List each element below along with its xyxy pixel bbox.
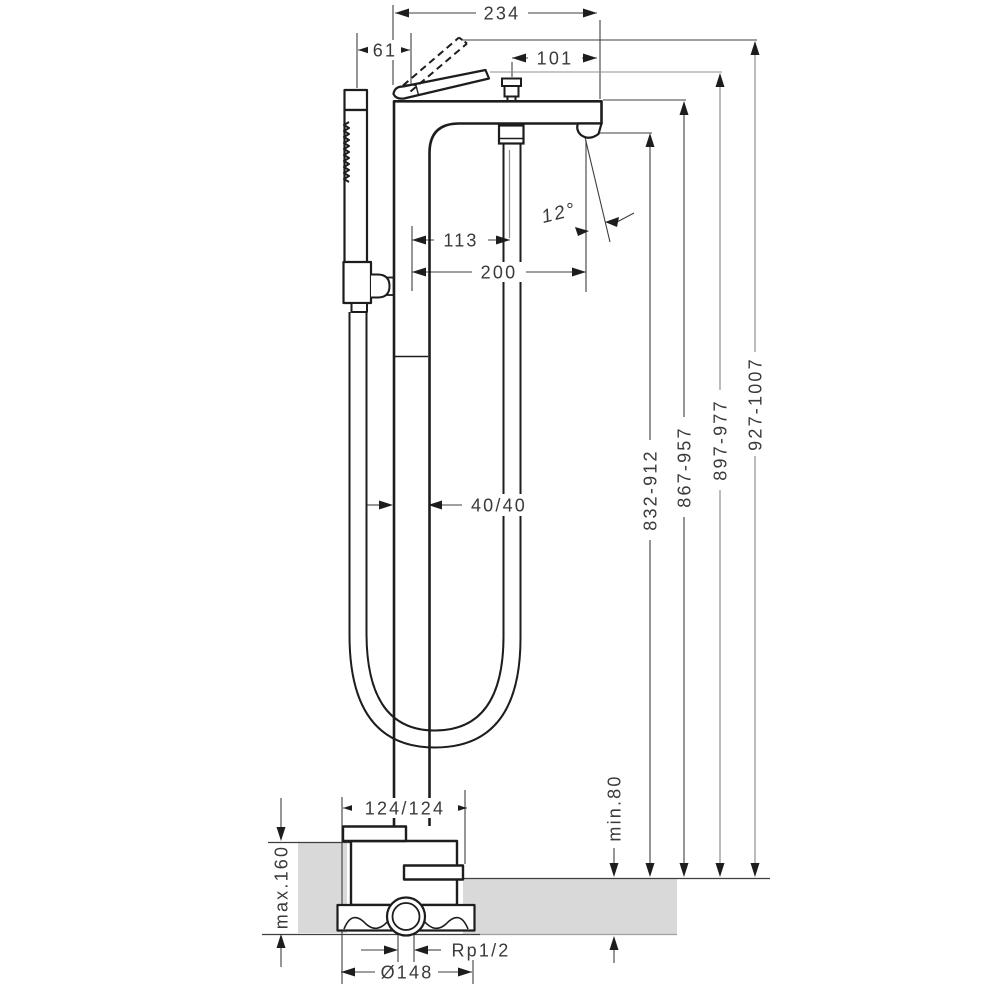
installation-base <box>338 827 475 936</box>
dim-897-977-label: 897-977 <box>710 399 731 481</box>
spout <box>577 124 601 138</box>
dim-max-160-label: max.160 <box>271 844 292 930</box>
dim-101-label: 101 <box>536 48 574 69</box>
dim-927-1007-label: 927-1007 <box>745 357 766 451</box>
angle-12-label: 12° <box>539 199 579 228</box>
dim-40-40-label: 40/40 <box>470 495 528 516</box>
dim-867-957-label: 867-957 <box>674 426 695 508</box>
dim-148-label: Ø148 <box>380 962 434 983</box>
dim-rp12-label: Rp1/2 <box>451 940 511 961</box>
base-flange-right <box>404 866 463 880</box>
base-flange-left <box>343 827 406 842</box>
dim-113-label: 113 <box>443 230 479 251</box>
hand-shower <box>344 90 372 312</box>
shower-holder-arm <box>371 275 394 298</box>
diverter-knob <box>502 79 521 102</box>
lever-handle <box>394 70 490 99</box>
dim-min-80-label: min.80 <box>604 774 625 842</box>
dim-200-label: 200 <box>480 262 518 283</box>
dim-124-124-label: 124/124 <box>364 798 446 819</box>
dim-832-912-label: 832-912 <box>640 449 661 531</box>
pipe-connection-inner <box>393 903 420 930</box>
hose-connector <box>499 126 524 144</box>
dim-61-label: 61 <box>372 40 398 61</box>
floor-slab-right <box>460 879 770 935</box>
dim-234-label: 234 <box>483 3 521 24</box>
